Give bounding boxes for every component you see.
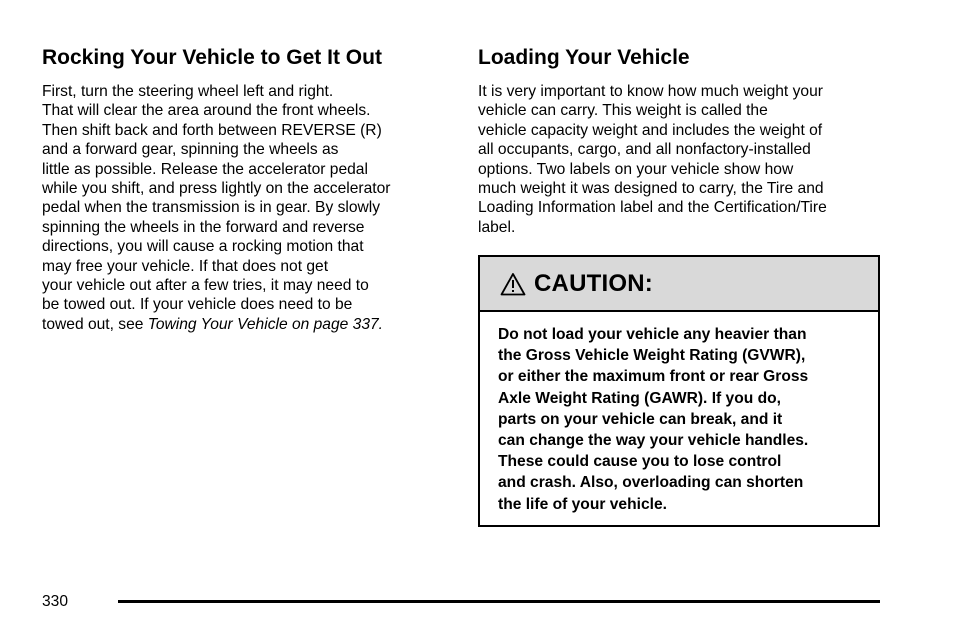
left-column	[42, 44, 450, 334]
footer-divider	[118, 600, 880, 603]
section-heading-rocking: Rocking Your Vehicle to Get It Out	[42, 46, 382, 69]
right-column	[478, 44, 880, 237]
section-heading-loading: Loading Your Vehicle	[478, 46, 690, 69]
rocking-text: First, turn the steering wheel left and right. That will clear the area around the front wheels. Then shift back and forth between REVERSE (R) and a forward gear, spinning the wheels as little as possible. Release the accelerator pedal while you shift, and press lightly on the accelerator pedal when the transmission is in gear. By slowly spinning the wheels in the forward and reverse directions, you will cause a rocking motion that may free your vehicle. If that does not get your vehicle out after a few tries, it may need to be towed out. If your vehicle does need to be towed out, see	[42, 83, 391, 333]
caution-header	[480, 257, 878, 312]
caution-title: CAUTION:	[534, 269, 653, 297]
warning-triangle-icon	[500, 272, 526, 296]
loading-paragraph: It is very important to know how much weight your vehicle can carry. This weight is called the vehicle capacity weight and includes the weight of all occupants, cargo, and all nonfactory-installed options. Two labels on your vehicle show how much weight it was designed to carry, the Tire and Loading Information label and the Certification/Tire label.	[478, 83, 827, 236]
towing-reference-link[interactable]: Towing Your Vehicle on page 337.	[147, 315, 384, 333]
rocking-paragraph	[42, 82, 450, 334]
caution-box	[478, 255, 880, 527]
page-number: 330	[42, 593, 69, 610]
caution-text: Do not load your vehicle any heavier than the Gross Vehicle Weight Rating (GVWR), or either the maximum front or rear Gross Axle Weight Rating (GAWR). If you do, parts on your vehicle can break, and it can change the way your vehicle handles. These could cause you to lose control and crash. Also, overloading can shorten the life of your vehicle.	[498, 326, 809, 513]
